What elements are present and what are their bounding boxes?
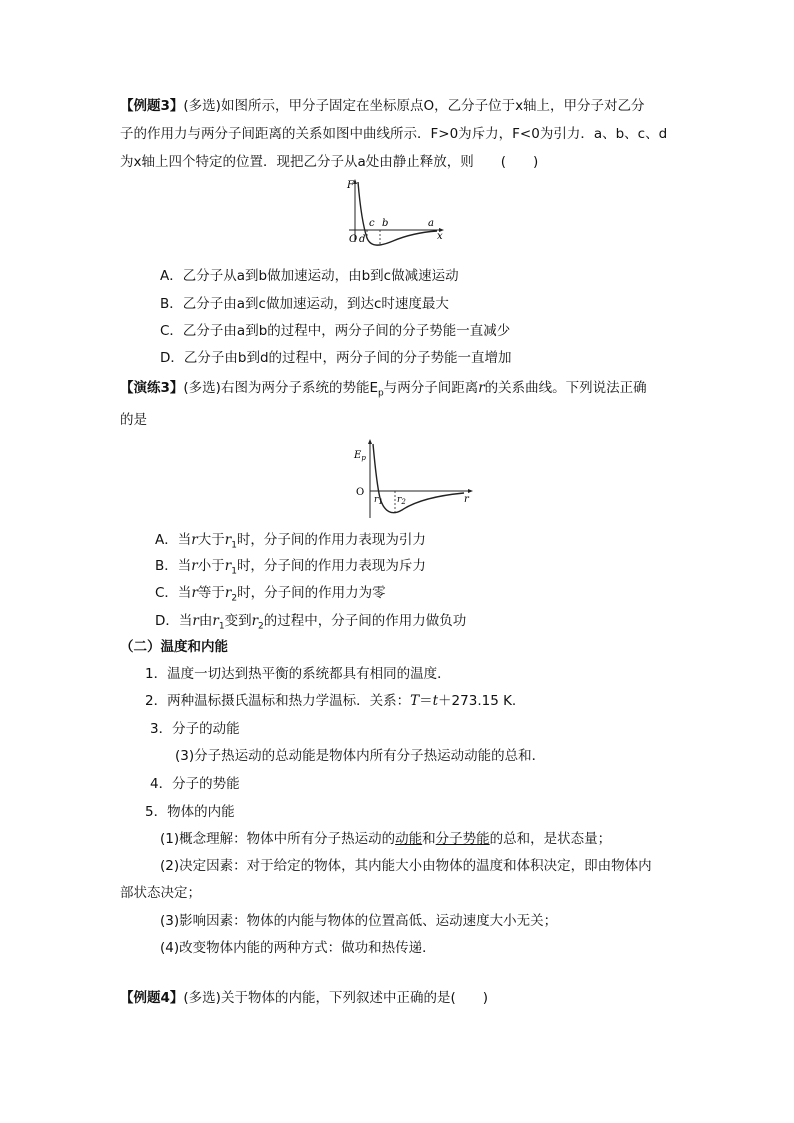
example4-line: [120, 988, 488, 1008]
example3-line3: 为x轴上四个特定的位置．现把乙分子从a处由静止释放，则 ( ): [120, 154, 539, 170]
fig1-O-label: O: [349, 234, 358, 245]
example3-option-a: A．乙分子从a到b做加速运动，由b到c做减速运动: [160, 268, 459, 284]
force-distance-figure: [345, 176, 450, 248]
fig1-c-label: c: [369, 218, 375, 229]
practice3-option-c: C．当r等于$r_2$时，分子间的作用力为零: [155, 585, 386, 604]
fig2-O-label: O: [356, 487, 365, 498]
section2-point1: (1)概念理解：物体中所有分子热运动的动能和分子势能的总和，是状态量；: [160, 831, 612, 847]
potential-energy-figure: [352, 436, 477, 522]
example3-line2: 子的作用力与两分子间距离的关系如图中曲线所示．F>0为斥力，F<0为引力．a、b、c、d: [120, 126, 668, 142]
section2-item4: 4．分子的势能: [150, 776, 240, 792]
practice3-option-a: A．当r大于$r_1$时，分子间的作用力表现为引力: [155, 532, 426, 551]
practice3-option-b: B．当r小于$r_1$时，分子间的作用力表现为斥力: [155, 558, 426, 577]
practice3-option-d: D．当r由$r_1$变到$r_2$的过程中，分子间的作用力做负功: [155, 613, 467, 632]
example3-tag: 【例题3】: [120, 98, 184, 114]
fig2-r-label: r: [464, 494, 469, 505]
example3-line1: [120, 96, 645, 116]
section2-item2: 2．两种温标摄氏温标和热力学温标．关系：T＝t＋273.15 K.: [145, 693, 517, 709]
example3-option-c: C．乙分子由a到b的过程中，两分子间的分子势能一直减少: [160, 323, 511, 339]
practice3-sub-p: p: [377, 388, 384, 399]
practice3-r: r: [478, 380, 485, 396]
fig1-F-label: F: [347, 180, 354, 191]
practice3-line1: [120, 378, 647, 404]
fig2-r2-label: $r_2$: [397, 495, 406, 506]
fig1-x-label: x: [437, 231, 443, 242]
section2-item5: 5．物体的内能: [145, 804, 235, 820]
example4-text: (多选)关于物体的内能，下列叙述中正确的是( ): [183, 990, 488, 1006]
section2-item1: 1．温度一切达到热平衡的系统都具有相同的温度．: [145, 666, 451, 682]
practice3-text-1b: 与两分子间距离: [383, 380, 479, 396]
example3-option-d: D．乙分子由b到d的过程中，两分子间的分子势能一直增加: [160, 350, 512, 366]
section2-item3-sub: (3)分子热运动的总动能是物体内所有分子热运动动能的总和．: [175, 748, 546, 764]
practice3-line2: 的是: [120, 412, 147, 428]
fig1-a-label: a: [428, 218, 434, 229]
section2-point3: (3)影响因素：物体的内能与物体的位置高低、运动速度大小无关；: [160, 913, 558, 929]
section2-point4: (4)改变物体内能的两种方式：做功和热传递．: [160, 940, 436, 956]
fig2-Ep-label: $E_p$: [354, 450, 366, 462]
section2-point2-line2: 部状态决定；: [120, 885, 201, 901]
practice3-text-1c: 的关系曲线。下列说法正确: [484, 380, 647, 396]
example3-option-b: B．乙分子由a到c做加速运动，到达c时速度最大: [160, 296, 449, 312]
section2-point2-line1: (2)决定因素：对于给定的物体，其内能大小由物体的温度和体积决定，即由物体内: [160, 858, 652, 874]
fig1-d-label: d: [359, 234, 366, 245]
practice3-tag: 【演练3】: [120, 380, 184, 396]
fig1-b-label: b: [382, 218, 389, 229]
practice3-text-1: (多选)右图为两分子系统的势能E: [183, 380, 378, 396]
example3-text-1: (多选)如图所示，甲分子固定在坐标原点O，乙分子位于x轴上，甲分子对乙分: [183, 98, 645, 114]
fig2-r1-label: $r_1$: [374, 495, 383, 506]
section2-heading: （二）温度和内能: [120, 639, 228, 655]
section2-item3: 3．分子的动能: [150, 721, 240, 737]
example4-tag: 【例题4】: [120, 990, 184, 1006]
